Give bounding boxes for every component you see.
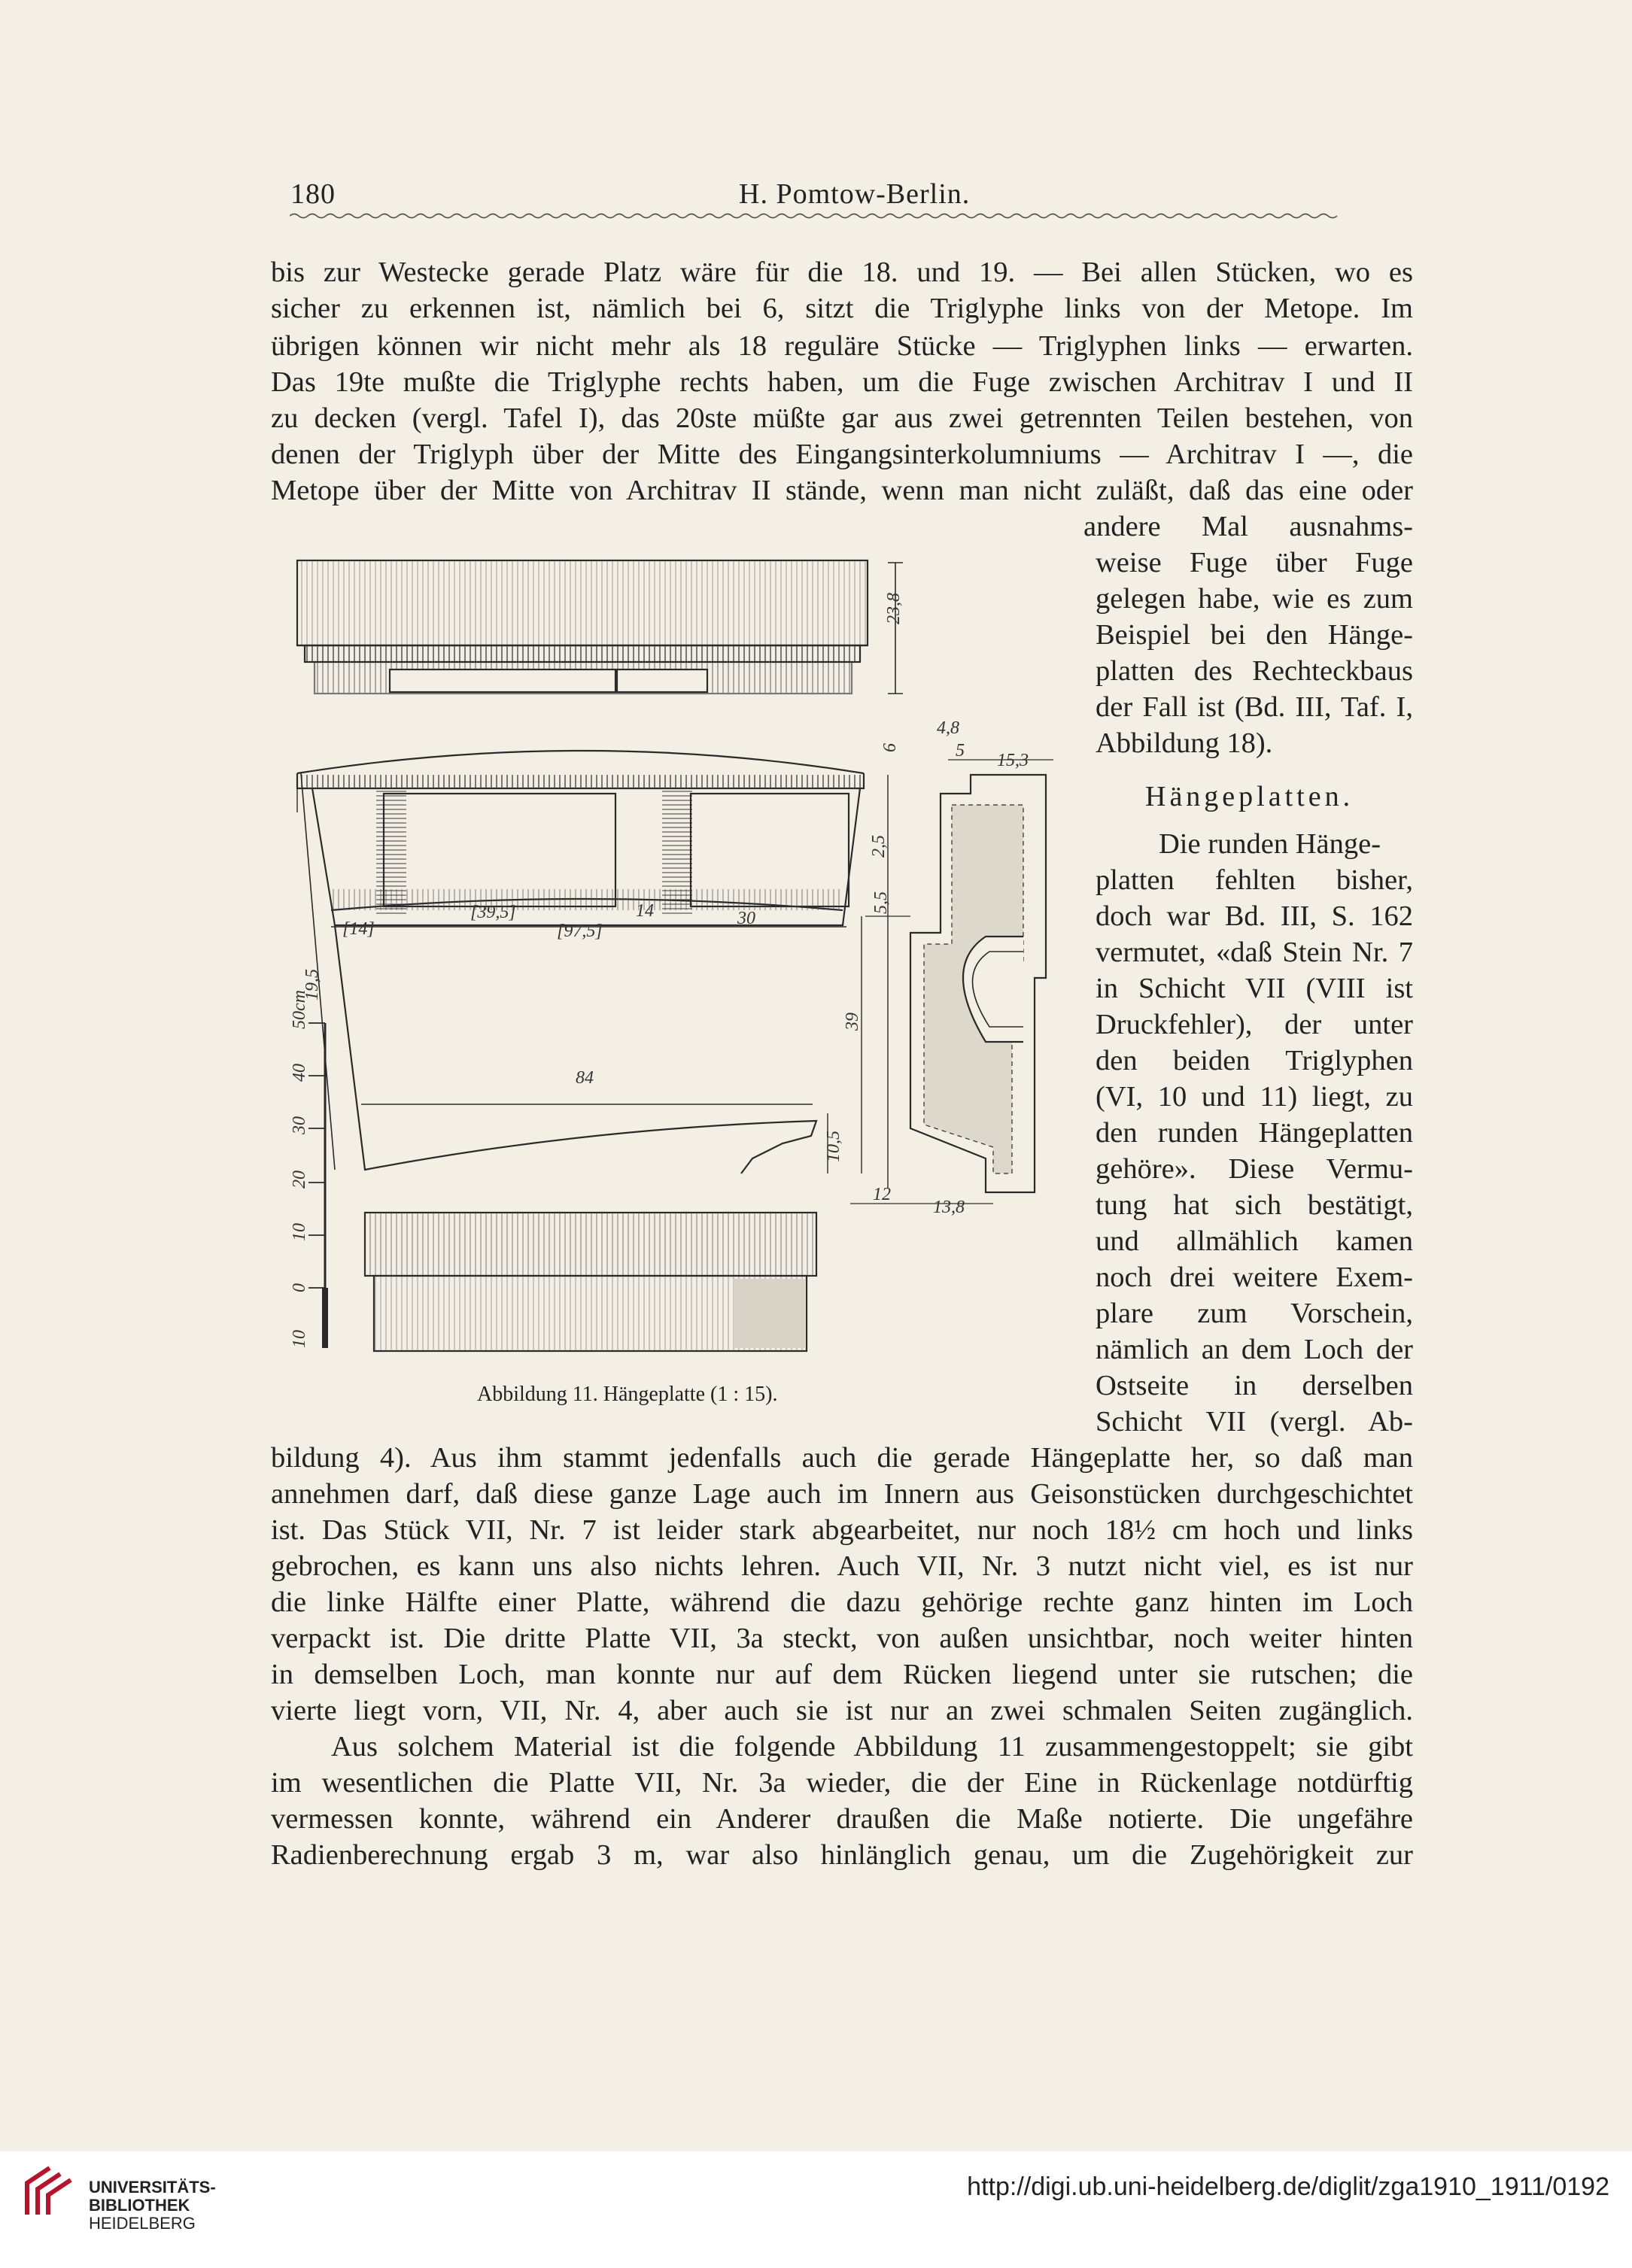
dim-label: 84 <box>576 1068 594 1088</box>
cross-section-view <box>850 760 1053 1204</box>
body-line: in demselben Loch, man konnte nur auf dem Rücken liegend unter sie rutschen; die <box>271 1659 1413 1690</box>
body-line: den beiden Triglyphen <box>1096 1045 1413 1076</box>
scale-label: 50cm <box>290 990 309 1029</box>
body-line: Beispiel bei den Hänge- <box>1096 619 1413 651</box>
body-line: weise Fuge über Fuge <box>1096 547 1413 578</box>
body-line: sicher zu erkennen ist, nämlich bei 6, sitzt die Triglyphe links von der Metope. Im <box>271 293 1413 324</box>
body-line: plare zum Vorschein, <box>1096 1298 1413 1329</box>
dim-label: 2,5 <box>869 835 889 858</box>
body-line: doch war Bd. III, S. 162 <box>1096 900 1413 932</box>
body-line: Abbildung 18). <box>1096 727 1273 759</box>
figure-caption: Abbildung 11. Hängeplatte (1 : 15). <box>477 1383 778 1406</box>
dim-label: 23,8 <box>884 593 904 624</box>
dim-label: [97,5] <box>557 921 603 941</box>
body-line: die linke Hälfte einer Platte, während die dazu gehörige rechte ganz hinten im Loch <box>271 1586 1413 1618</box>
dim-label: 13,8 <box>933 1198 965 1217</box>
body-line: übrigen können wir nicht mehr als 18 reguläre Stücke — Triglyphen links — erwarten. <box>271 330 1413 362</box>
running-title: H. Pomtow-Berlin. <box>739 178 971 210</box>
body-line: der Fall ist (Bd. III, Taf. I, <box>1096 691 1413 723</box>
top-elevation-view <box>297 560 903 694</box>
body-line: ist. Das Stück VII, Nr. 7 ist leider stark abgearbeitet, nur noch 18½ cm hoch und links <box>271 1514 1413 1546</box>
dim-label: 19,5 <box>302 969 322 1000</box>
body-line: gebrochen, es kann uns also nichts lehren. Auch VII, Nr. 3 nutzt nicht viel, es ist nur <box>271 1550 1413 1582</box>
body-line: bis zur Westecke gerade Platz wäre für die 18. und 19. — Bei allen Stücken, wo es <box>271 257 1413 288</box>
section-heading: Hängeplatten. <box>1145 781 1354 812</box>
dim-label: 6 <box>880 743 900 752</box>
bottom-elevation-view <box>365 1213 816 1351</box>
scale-label: 40 <box>290 1064 309 1082</box>
body-line: Die runden Hänge- <box>1159 828 1381 860</box>
body-line: Das 19te mußte die Triglyphe rechts haben, um die Fuge zwischen Architrav I und II <box>271 366 1413 398</box>
page-number: 180 <box>290 178 336 210</box>
library-name: UNIVERSITÄTS- BIBLIOTHEK HEIDELBERG <box>89 2178 216 2233</box>
source-url-link[interactable]: http://digi.ub.uni-heidelberg.de/diglit/zga1910_1911/0192 <box>967 2172 1609 2201</box>
dim-label: [39,5] <box>470 903 516 922</box>
body-line: Schicht VII (vergl. Ab- <box>1096 1406 1413 1438</box>
dim-label: 4,8 <box>937 718 959 738</box>
body-line: Ostseite in derselben <box>1096 1370 1413 1401</box>
body-line: Radienberechnung ergab 3 m, war also hinlänglich genau, um die Zugehörigkeit zur <box>271 1839 1413 1871</box>
body-line: vierte liegt vorn, VII, Nr. 4, aber auch sie ist nur an zwei schmalen Seiten zugänglich. <box>271 1695 1413 1726</box>
dim-label: [14] <box>342 919 375 939</box>
body-line: Aus solchem Material ist die folgende Abbildung 11 zusammengestoppelt; sie gibt <box>331 1731 1413 1762</box>
dim-label: 14 <box>636 901 654 921</box>
dim-label: 5,5 <box>871 891 891 914</box>
body-line: den runden Hängeplatten <box>1096 1117 1413 1149</box>
dim-label: 10,5 <box>824 1131 843 1162</box>
scale-bar <box>308 1023 325 1348</box>
dim-label: 12 <box>873 1185 891 1204</box>
body-line: vermutet, «daß Stein Nr. 7 <box>1096 937 1413 968</box>
body-line: zu decken (vergl. Tafel I), das 20ste müßte gar aus zwei getrennten Teilen bestehen, von <box>271 402 1413 434</box>
dim-label: 30 <box>737 909 755 928</box>
body-line: vermessen konnte, während ein Anderer draußen die Maße notierte. Die ungefähre <box>271 1803 1413 1835</box>
library-logo-icon <box>20 2160 81 2222</box>
plan-view <box>297 751 864 1173</box>
scale-label: 10 <box>290 1330 309 1348</box>
body-line: bildung 4). Aus ihm stammt jedenfalls auch die gerade Hängeplatte her, so daß man <box>271 1442 1413 1474</box>
body-line: tung hat sich bestätigt, <box>1096 1189 1413 1221</box>
dim-label: 15,3 <box>997 751 1029 770</box>
body-line: denen der Triglyph über der Mitte des Eingangsinterkolumniums — Architrav I —, die <box>271 439 1413 470</box>
scale-label: 0 <box>290 1283 309 1292</box>
body-line: Druckfehler), der unter <box>1096 1009 1413 1040</box>
body-line: in Schicht VII (VIII ist <box>1096 973 1413 1004</box>
body-line: noch drei weitere Exem- <box>1096 1262 1413 1293</box>
body-line: nämlich an dem Loch der <box>1096 1334 1413 1365</box>
body-line: und allmählich kamen <box>1096 1225 1413 1257</box>
body-line: gelegen habe, wie es zum <box>1096 583 1413 615</box>
scale-label: 30 <box>290 1116 309 1134</box>
scale-label: 20 <box>290 1170 309 1189</box>
footer-bar <box>0 2151 1632 2268</box>
body-line: (VI, 10 und 11) liegt, zu <box>1096 1081 1413 1113</box>
body-line: platten des Rechteckbaus <box>1096 655 1413 687</box>
dim-label: 5 <box>956 741 965 761</box>
body-line: annehmen darf, daß diese ganze Lage auch im Innern aus Geisonstücken durchgeschichtet <box>271 1478 1413 1510</box>
body-line: verpackt ist. Die dritte Platte VII, 3a steckt, von außen unsichtbar, noch weiter hinten <box>271 1623 1413 1654</box>
body-line: platten fehlten bisher, <box>1096 864 1413 896</box>
body-line: andere Mal ausnahms- <box>1083 511 1413 542</box>
dim-label: 39 <box>843 1013 862 1031</box>
body-line: gehöre». Diese Vermu- <box>1096 1153 1413 1185</box>
body-line: im wesentlichen die Platte VII, Nr. 3a wieder, die der Eine in Rückenlage notdürftig <box>271 1767 1413 1799</box>
scale-label: 10 <box>290 1223 309 1241</box>
body-line: Metope über der Mitte von Architrav II stände, wenn man nicht zuläßt, daß das eine oder <box>271 475 1413 506</box>
